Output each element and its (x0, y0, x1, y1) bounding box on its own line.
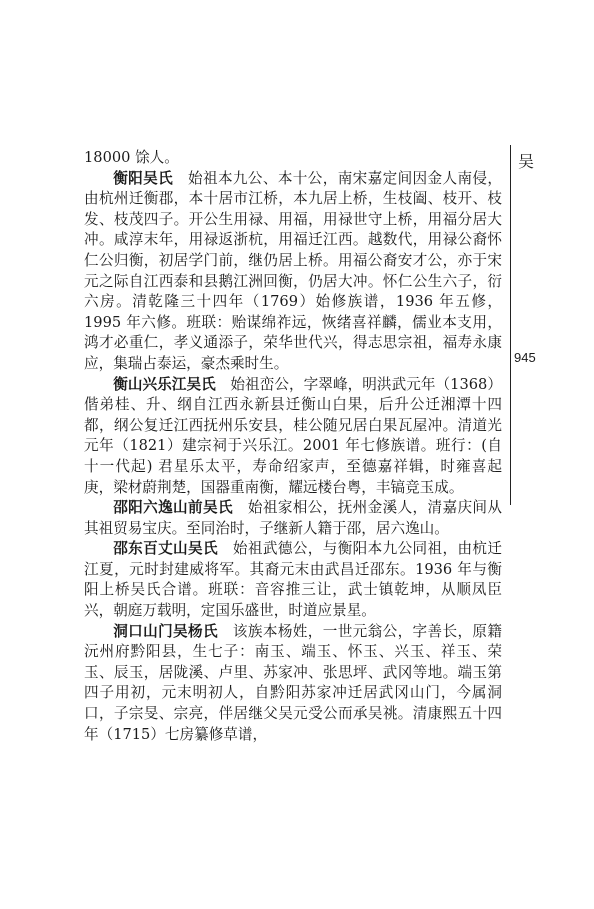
clan-entry-dongkou (84, 622, 502, 746)
clan-entry-shaodong (84, 539, 502, 621)
page-number: 945 (514, 350, 536, 365)
clan-entry-hengyang (84, 169, 502, 375)
clan-heading: 衡山兴乐江吴氏 (113, 375, 216, 393)
clan-text: 该族本杨姓，一世元翁公，字善长，原籍沅州府黔阳县，生七子：南玉、端玉、怀玉、兴玉、祥玉、荣玉、辰玉，居陇溪、卢里、苏家冲、张思坪、武冈等地。端玉第四子用初，元末明初人，自黔阳苏家冲迁居武冈山门，今属洞口，子宗旻、宗亮，伴居继父吴元受公而承吴祧。清康熙五十四年（1715）七房纂修草谱， (84, 622, 502, 743)
clan-entry-shaoyang (84, 498, 502, 539)
running-head-surname: 吴 (518, 152, 535, 171)
body-text (84, 148, 502, 745)
clan-heading: 邵东百丈山吴氏 (113, 540, 218, 558)
clan-text: 始祖武德公，与衡阳本九公同祖，由杭迁江夏，元时封建威将军。其裔元末由武昌迁邵东。1936 年与衡阳上桥吴氏合谱。班联：音容推三让，武士镇乾坤，从顺凤臣兴，朝庭万载明，定国乐盛世，时道应景星。 (84, 540, 502, 620)
clan-heading: 邵阳六逸山前吴氏 (113, 499, 233, 517)
clan-text: 始祖本九公、本十公，南宋嘉定间因金人南侵，由杭州迁衡郡，本十居市江桥，本九居上桥，生枝阖、枝开、枝发、枝茂四子。开公生用禄、用福，用禄世守上桥，用福分居大冲。咸淳末年，用禄返浙杭，用福迁江西。越数代，用禄公裔怀仁公归衡，初居学门前，继仍居上桥。用福公裔安才公，亦于宋元之际自江西泰和县鹅江洲回衡，仍居大冲。怀仁公生六子，衍六房。清乾隆三十四年（1769）始修族谱，1936 年五修，1995 年六修。班联：贻谋绵祚远，恢绪喜祥麟，儒业本支用，鸿才必重仁，孝义通添子，荣华世代兴，得志思宗祖，福寿永康应，集瑞占泰运，豪杰乘时生。 (84, 169, 502, 372)
margin-rule (510, 145, 511, 505)
clan-heading: 衡阳吴氏 (113, 169, 174, 187)
clan-heading: 洞口山门吴杨氏 (113, 622, 218, 640)
clan-text: 始祖峦公，字翠峰，明洪武元年（1368）偕弟桂、升、纲自江西永新县迁衡山白果，后升公迁湘潭十四都，纲公复迁江西抚州乐安县，桂公随兄居白果瓦屋冲。清道光元年（1821）建宗祠于兴乐江。2001 年七修族谱。班行：(自十一代起) 君星乐太平，寿命绍家声，至德嘉祥辑，时雍喜起庚，梁材蔚荆楚，国器重南衡，耀远楼台粤，丰镐竞玉成。 (84, 375, 502, 496)
clan-entry-hengshan (84, 375, 502, 499)
clan-text: 始祖家相公，抚州金溪人，清嘉庆间从其祖贸易宝庆。至同治时，子继新人籍于邵，居六逸山。 (84, 499, 502, 537)
continuation-line: 18000 馀人。 (84, 149, 179, 166)
